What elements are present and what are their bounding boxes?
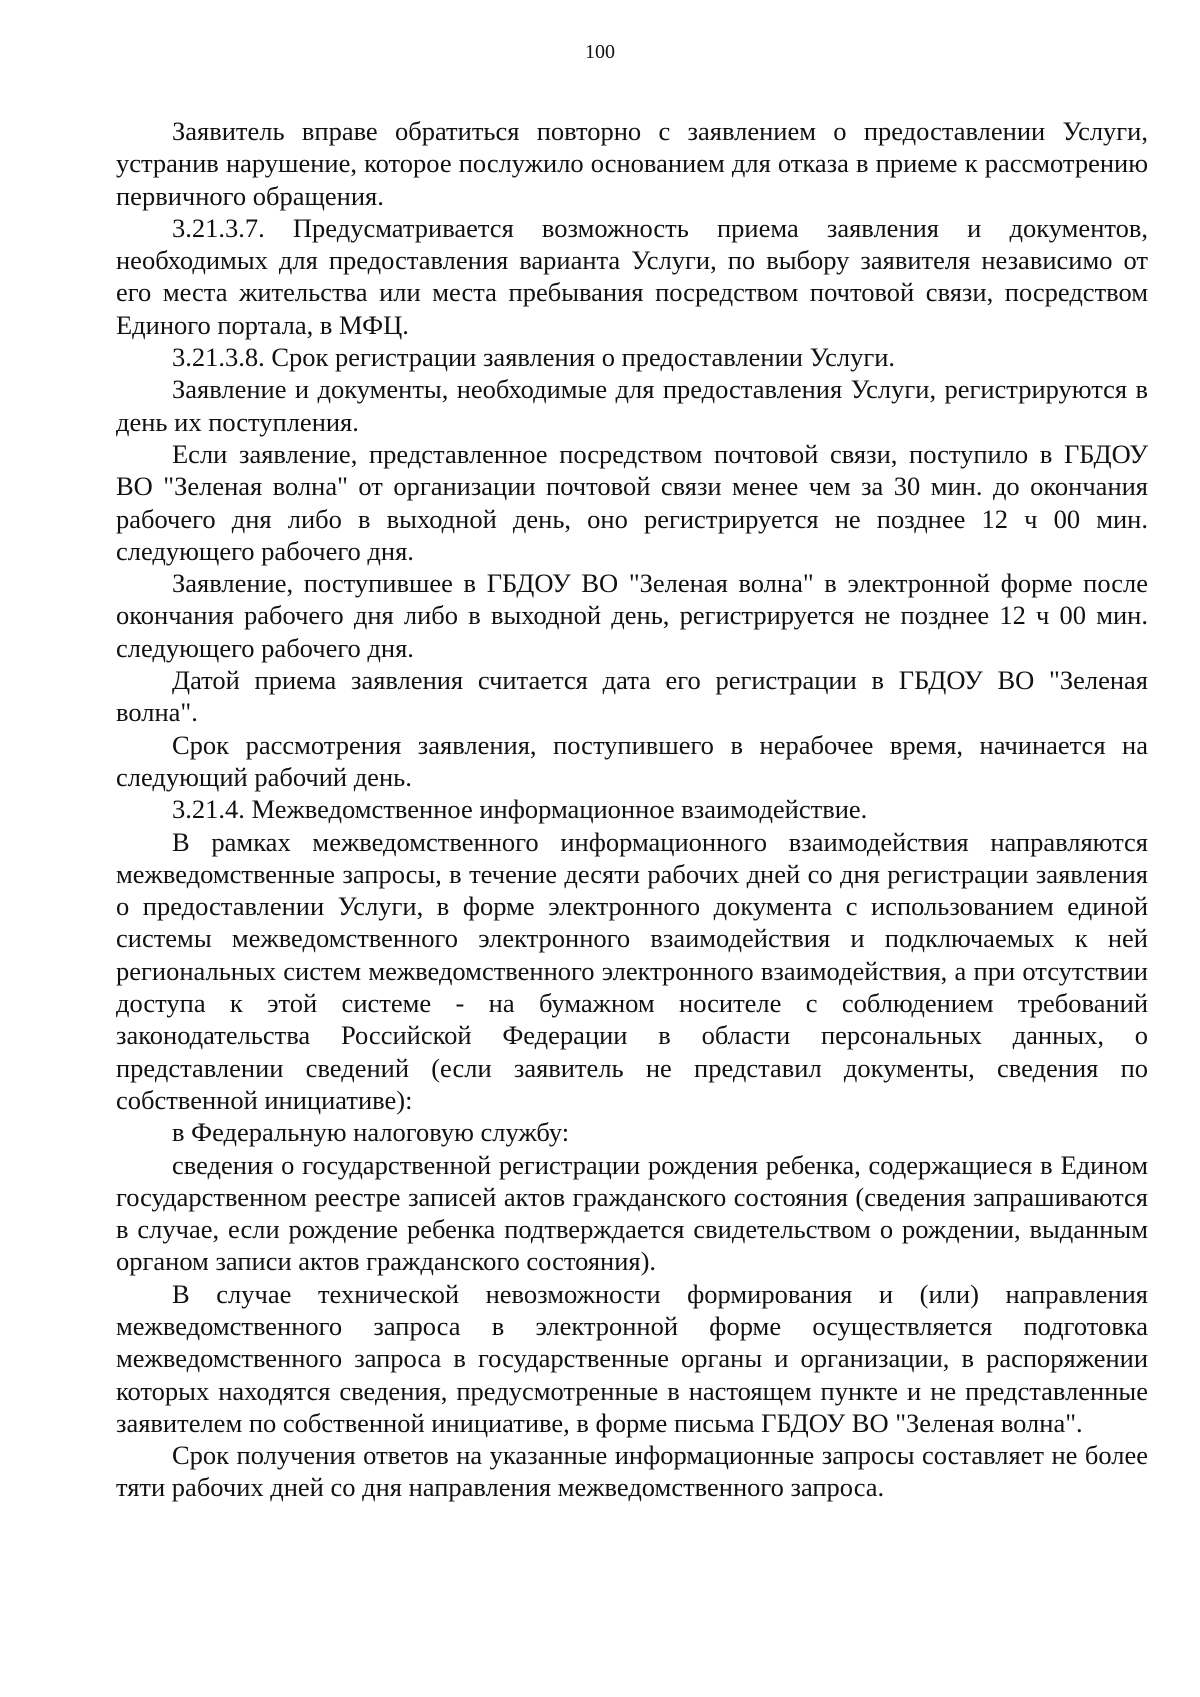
paragraph: Если заявление, представленное посредством почтовой связи, поступило в ГБДОУ ВО "Зеленая волна" от организации почтовой связи менее чем за 30 мин. до окончания рабочего дня либо в выходной день, оно регистрируется не позднее 12 ч 00 мин. следующего рабочего дня. xyxy=(116,438,1148,566)
paragraph: 3.21.3.7. Предусматривается возможность приема заявления и документов, необходимых для предоставления варианта Услуги, по выбору заявителя независимо от его места жительства или места пребывания посредством почтовой связи, посредством Единого портала, в МФЦ. xyxy=(116,212,1148,340)
paragraph: 3.21.4. Межведомственное информационное взаимодействие. xyxy=(172,794,868,825)
paragraph: в Федеральную налоговую службу: xyxy=(172,1117,570,1148)
page-number: 100 xyxy=(585,41,615,63)
paragraph: 3.21.3.8. Срок регистрации заявления о предоставлении Услуги. xyxy=(172,342,896,373)
paragraph: Заявитель вправе обратиться повторно с заявлением о предоставлении Услуги, устранив нарушение, которое послужило основанием для отказа в приеме к рассмотрению первичного обращения. xyxy=(116,116,1148,211)
paragraph: Датой приема заявления считается дата его регистрации в ГБДОУ ВО "Зеленая волна". xyxy=(116,665,1148,728)
paragraph: Заявление, поступившее в ГБДОУ ВО "Зеленая волна" в электронной форме после окончания рабочего дня либо в выходной день, регистрируется не позднее 12 ч 00 мин. следующего рабочего дня. xyxy=(116,568,1148,663)
paragraph: Срок получения ответов на указанные информационные запросы составляет не более тяти рабочих дней со дня направления межведомственного запроса. xyxy=(116,1440,1148,1503)
paragraph: В рамках межведомственного информационного взаимодействия направляются межведомственные запросы, в течение десяти рабочих дней со дня регистрации заявления о предоставлении Услуги, в форме электронного документа с использованием единой системы межведомственного электронного взаимодействия и подключаемых к ней региональных систем межведомственного электронного взаимодействия, а при отсутствии доступа к этой системе - на бумажном носителе с соблюдением требований законодательства Российской Федерации в области персональных данных, о представлении сведений (если заявитель не представил документы, сведения по собственной инициативе): xyxy=(116,826,1148,1115)
paragraph: Заявление и документы, необходимые для предоставления Услуги, регистрируются в день их поступления. xyxy=(116,374,1148,437)
paragraph: сведения о государственной регистрации рождения ребенка, содержащиеся в Едином государственном реестре записей актов гражданского состояния (сведения запрашиваются в случае, если рождение ребенка подтверждается свидетельством о рождении, выданным органом записи актов гражданского состояния). xyxy=(116,1149,1148,1277)
paragraph: Срок рассмотрения заявления, поступившего в нерабочее время, начинается на следующий рабочий день. xyxy=(116,729,1148,792)
document-body xyxy=(116,115,1148,1504)
paragraph: В случае технической невозможности формирования и (или) направления межведомственного запроса в электронной форме осуществляется подготовка межведомственного запроса в государственные органы и организации, в распоряжении которых находятся сведения, предусмотренные в настоящем пункте и не представленные заявителем по собственной инициативе, в форме письма ГБДОУ ВО "Зеленая волна". xyxy=(116,1278,1148,1438)
